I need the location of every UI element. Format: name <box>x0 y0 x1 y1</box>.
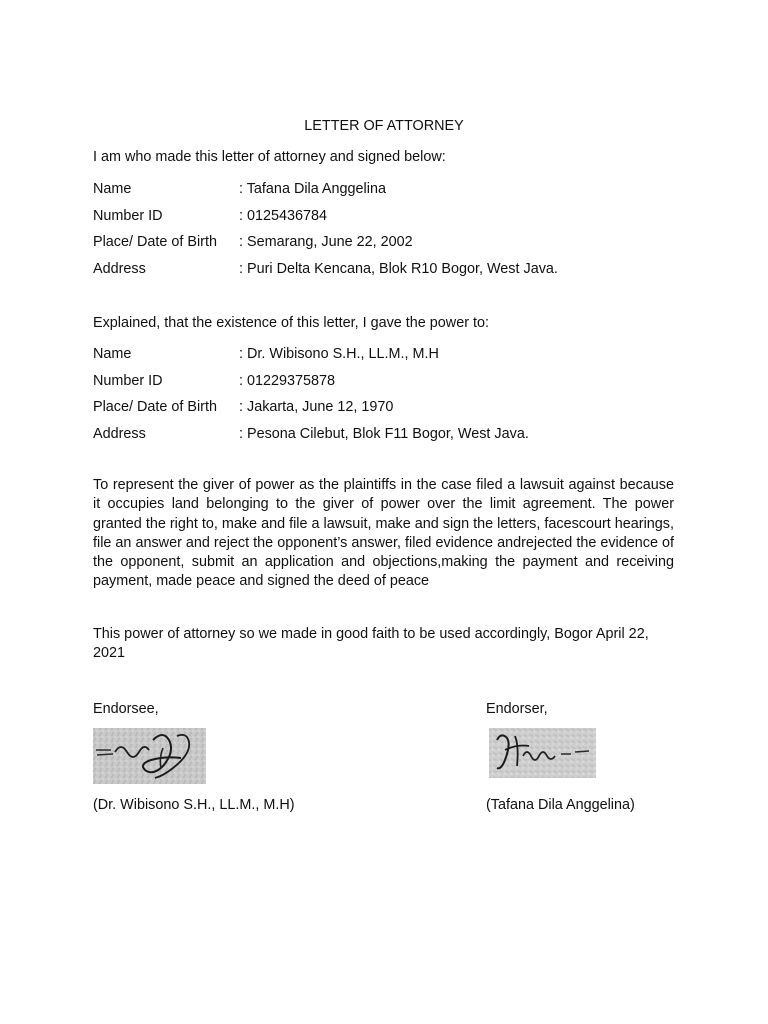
grantor-address-label: Address <box>93 261 146 277</box>
grantor-address-row <box>93 260 674 279</box>
letter-title: LETTER OF ATTORNEY <box>304 118 464 134</box>
grantee-birth-label: Place/ Date of Birth <box>93 399 217 415</box>
endorsee-label: Endorsee, <box>93 701 159 717</box>
grantor-birth-label: Place/ Date of Birth <box>93 234 217 250</box>
grantor-name-value: : Tafana Dila Anggelina <box>239 181 386 197</box>
grantor-name-row <box>93 180 674 199</box>
intro-text: I am who made this letter of attorney and signed below: <box>93 149 446 165</box>
endorser-label: Endorser, <box>486 701 548 717</box>
power-description-paragraph: To represent the giver of power as the plaintiffs in the case filed a lawsuit against because it occupies land belonging to the giver of power over the limit agreement. The power granted the right to, make and file a lawsuit, make and sign the letters, facescourt hearings, file an answer and reject the opponent’s answer, filed evidence andrejected the evidence of the opponent, submit an application and objections,making the payment and receiving payment, made peace and signed the deed of peace <box>93 477 674 590</box>
grantee-name-value: : Dr. Wibisono S.H., LL.M., M.H <box>239 346 439 362</box>
endorsee-signature-image <box>93 728 206 784</box>
grantor-birth-value: : Semarang, June 22, 2002 <box>239 234 413 250</box>
grantee-address-value: : Pesona Cilebut, Blok F11 Bogor, West Java. <box>239 426 529 442</box>
endorser-name: (Tafana Dila Anggelina) <box>486 797 635 813</box>
explained-text: Explained, that the existence of this letter, I gave the power to: <box>93 315 489 331</box>
grantee-id-value: : 01229375878 <box>239 373 336 389</box>
grantor-id-label: Number ID <box>93 208 163 224</box>
endorsee-name: (Dr. Wibisono S.H., LL.M., M.H) <box>93 797 295 813</box>
grantee-address-row <box>93 425 674 444</box>
grantor-birth-row <box>93 233 674 252</box>
grantor-address-value: : Puri Delta Kencana, Blok R10 Bogor, West Java. <box>239 261 558 277</box>
grantee-birth-value: : Jakarta, June 12, 1970 <box>239 399 394 415</box>
grantee-name-label: Name <box>93 346 132 362</box>
closing-statement: This power of attorney so we made in good faith to be used accordingly, Bogor April 22, 2021 <box>93 626 649 661</box>
grantee-name-row <box>93 345 674 364</box>
grantee-birth-row <box>93 398 674 417</box>
grantee-id-label: Number ID <box>93 373 163 389</box>
grantee-id-row <box>93 372 674 391</box>
grantor-id-row <box>93 207 674 226</box>
grantee-address-label: Address <box>93 426 146 442</box>
grantor-name-label: Name <box>93 181 132 197</box>
endorser-signature-image <box>489 728 596 778</box>
grantor-id-value: : 0125436784 <box>239 208 328 224</box>
